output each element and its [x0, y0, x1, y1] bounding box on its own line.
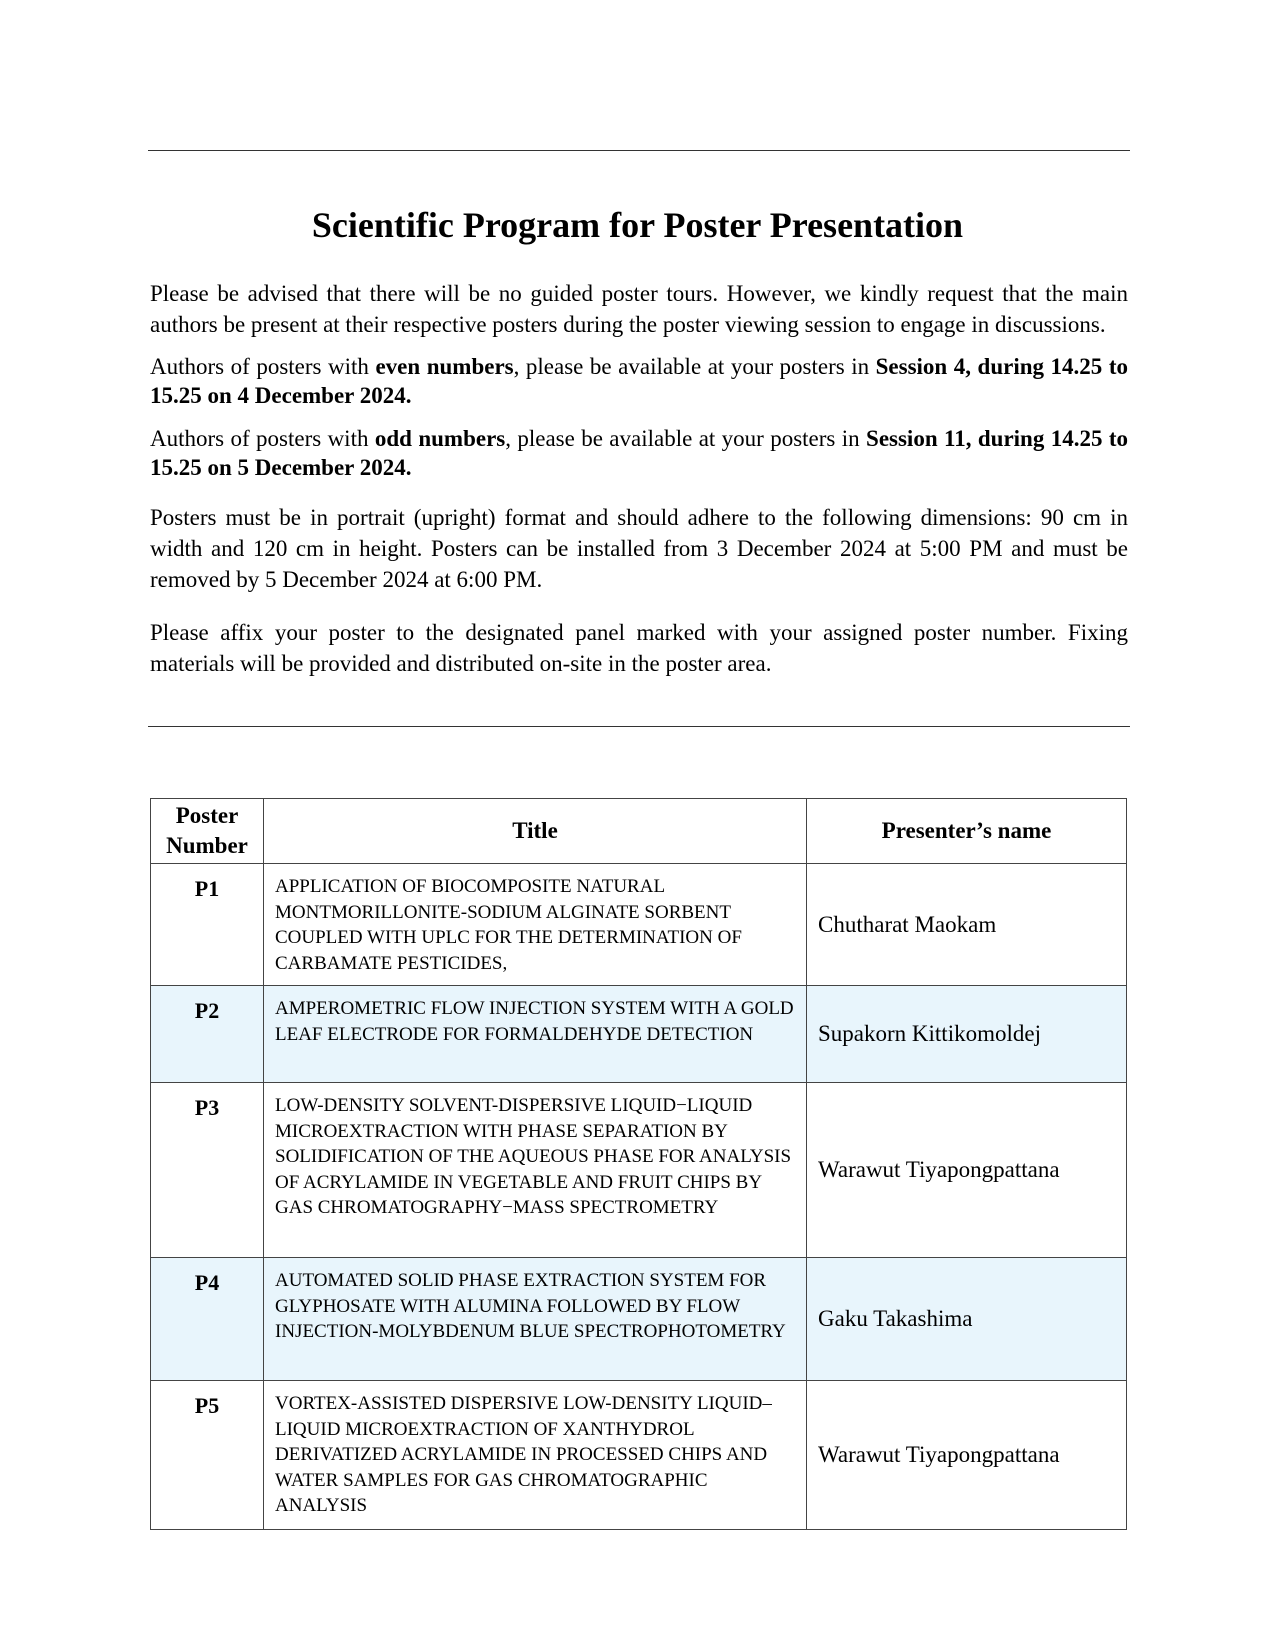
odd-numbers-emphasis: odd numbers [374, 426, 506, 451]
table-row [151, 1083, 1127, 1258]
poster-title: APPLICATION OF BIOCOMPOSITE NATURAL MONTMORILLONITE-SODIUM ALGINATE SORBENT COUPLED WITH UPLC FOR THE DETERMINATION OF CARBAMATE PESTICIDES, [264, 864, 807, 986]
text: Authors of posters with [150, 426, 375, 451]
header-presenter: Presenter’s name [807, 799, 1127, 864]
text: Authors of posters with [150, 354, 376, 379]
poster-number: P5 [151, 1381, 264, 1530]
intro-paragraph-affix: Please affix your poster to the designated panel marked with your assigned poster number. Fixing materials will be provided and distributed on-site in the poster area. [150, 620, 1128, 676]
table-header-row [151, 799, 1127, 864]
presenter-name: Gaku Takashima [807, 1258, 1127, 1381]
presenter-name: Chutharat Maokam [807, 864, 1127, 986]
table-row [151, 1381, 1127, 1530]
intro-paragraph-dimensions: Posters must be in portrait (upright) format and should adhere to the following dimensions: 90 cm in width and 120 cm in height. Posters can be installed from 3 December 2024 at 5:00 PM and must be removed by 5 December 2024 at 6:00 PM. [150, 505, 1128, 592]
text: , please be available at your posters in [505, 426, 867, 451]
intro-paragraph-odd-session [150, 424, 1128, 482]
header-title: Title [264, 799, 807, 864]
presenter-name: Warawut Tiyapongpattana [807, 1381, 1127, 1530]
intro-paragraph-even-session [150, 352, 1128, 410]
page-title: Scientific Program for Poster Presentation [311, 205, 964, 245]
poster-number: P3 [151, 1083, 264, 1258]
even-numbers-emphasis: even numbers [375, 354, 514, 379]
presenter-name: Warawut Tiyapongpattana [807, 1083, 1127, 1258]
presenter-name: Supakorn Kittikomoldej [807, 986, 1127, 1083]
intro-paragraph-tours: Please be advised that there will be no guided poster tours. However, we kindly request that the main authors be present at their respective posters during the poster viewing session to engage in discussions. [150, 281, 1128, 337]
table-row [151, 864, 1127, 986]
poster-number: P1 [151, 864, 264, 986]
table-row [151, 986, 1127, 1083]
intro-section [150, 278, 1128, 679]
header-poster-number [151, 799, 264, 864]
bottom-divider [148, 726, 1130, 727]
poster-title: AMPEROMETRIC FLOW INJECTION SYSTEM WITH A GOLD LEAF ELECTRODE FOR FORMALDEHYDE DETECTION [264, 986, 807, 1083]
poster-title: VORTEX-ASSISTED DISPERSIVE LOW-DENSITY LIQUID–LIQUID MICROEXTRACTION OF XANTHYDROL DERIVATIZED ACRYLAMIDE IN PROCESSED CHIPS AND WATER SAMPLES FOR GAS CHROMATOGRAPHIC ANALYSIS [264, 1381, 807, 1530]
top-divider [148, 150, 1130, 151]
poster-number: P4 [151, 1258, 264, 1381]
poster-title: AUTOMATED SOLID PHASE EXTRACTION SYSTEM FOR GLYPHOSATE WITH ALUMINA FOLLOWED BY FLOW INJECTION-MOLYBDENUM BLUE SPECTROPHOTOMETRY [264, 1258, 807, 1381]
text: , please be available at your posters in [513, 354, 876, 379]
table-row [151, 1258, 1127, 1381]
poster-title: LOW-DENSITY SOLVENT-DISPERSIVE LIQUID−LIQUID MICROEXTRACTION WITH PHASE SEPARATION BY SOLIDIFICATION OF THE AQUEOUS PHASE FOR ANALYSIS OF ACRYLAMIDE IN VEGETABLE AND FRUIT CHIPS BY GAS CHROMATOGRAPHY−MASS SPECTROMETRY [264, 1083, 807, 1258]
session-4-time: Session 4, during 14.25 to 15.25 on 4 December 2024. [150, 354, 1128, 408]
header-label: Poster [175, 803, 239, 828]
session-11-time: Session 11, during 14.25 to 15.25 on 5 December 2024. [150, 426, 1129, 480]
poster-table [150, 798, 1127, 1530]
poster-number: P2 [151, 986, 264, 1083]
header-label: Number [166, 833, 248, 858]
